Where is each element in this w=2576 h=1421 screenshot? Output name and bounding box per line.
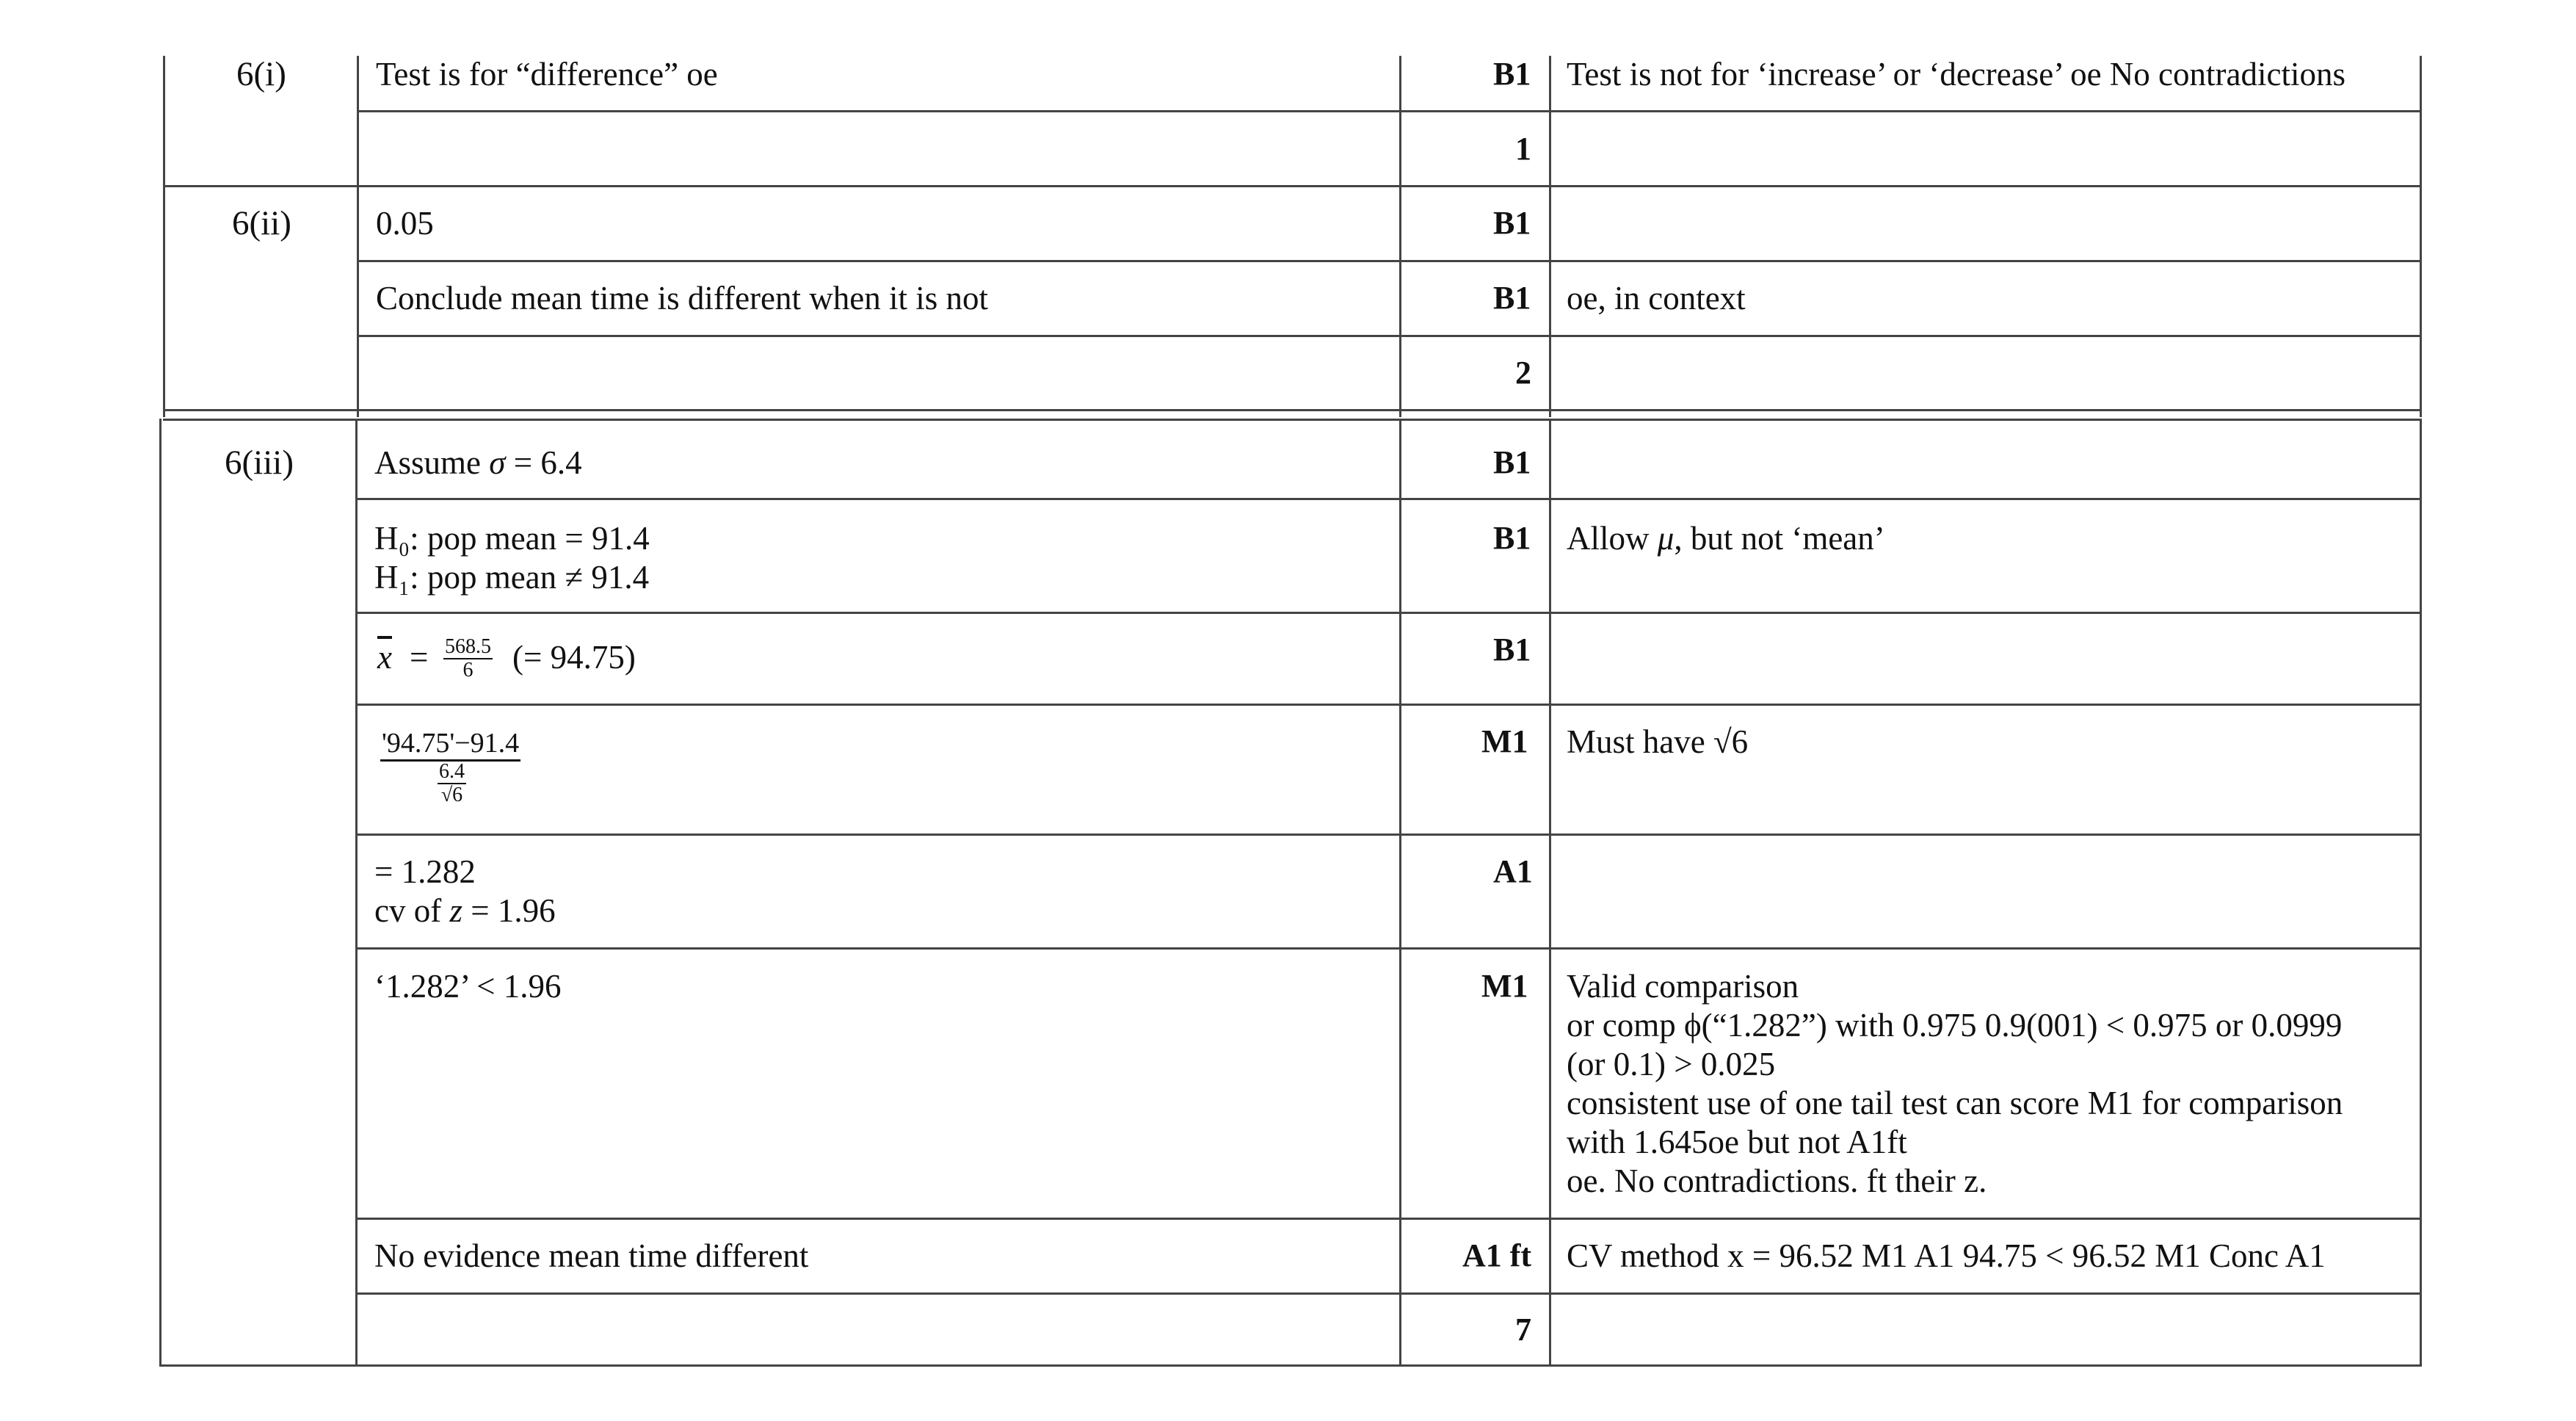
guidance-line: (or 0.1) > 0.025	[1567, 1046, 1776, 1082]
mark-code: M1	[1481, 723, 1528, 759]
question-label: 6(i)	[236, 55, 286, 93]
mark-code: A1 ft	[1462, 1237, 1532, 1273]
guidance-line: or comp ϕ(“1.282”) with 0.975 0.9(001) < 0.975 or 0.0999	[1567, 1007, 2343, 1044]
guidance-line: consistent use of one tail test can score M1 for comparison	[1567, 1085, 2343, 1121]
answer-text: Conclude mean time is different when it is not	[376, 280, 988, 317]
sample-mean-fraction: $\frac{568.5}{6}$	[445, 635, 491, 681]
mark-code: B1	[1493, 56, 1531, 92]
total-marks: 7	[1515, 1312, 1531, 1348]
question-label: 6(iii)	[225, 444, 294, 482]
z-value: = 1.282	[374, 853, 476, 890]
guidance-text: Allow μ, but not ‘mean’	[1567, 520, 1885, 557]
guidance-text: CV method x = 96.52 M1 A1 94.75 < 96.52 M1 Conc A1	[1567, 1237, 2326, 1274]
answer-text: 0.05	[376, 205, 434, 242]
sample-mean-value: (= 94.75)	[512, 639, 636, 676]
alternative-hypothesis: H₁: pop mean ≠ 91.4	[374, 559, 650, 596]
question-label: 6(ii)	[232, 204, 291, 242]
mark-code: B1	[1493, 205, 1531, 241]
mark-code: B1	[1493, 632, 1531, 668]
test-statistic-numerator: '94.75'−91.4	[380, 727, 520, 762]
guidance-text: oe, in context	[1567, 280, 1746, 317]
guidance-line: Valid comparison	[1567, 968, 1799, 1005]
answer-assume-sigma: Assume σ = 6.4	[374, 444, 582, 481]
mark-code: A1	[1493, 853, 1533, 889]
critical-value: cv of z = 1.96	[374, 892, 556, 929]
guidance-text: Must have √6	[1567, 723, 1749, 760]
sample-mean-equals: =	[410, 639, 429, 676]
answer-text: ‘1.282’ < 1.96	[374, 968, 562, 1005]
test-statistic-denominator: $\frac{6.4}{√6}$	[439, 760, 465, 806]
mark-code: B1	[1493, 520, 1531, 556]
answer-text: No evidence mean time different	[374, 1237, 809, 1274]
guidance-line: oe. No contradictions. ft their z.	[1567, 1163, 1987, 1199]
sample-mean-symbol: $\overline{x}$	[377, 639, 392, 676]
guidance-text: Test is not for ‘increase’ or ‘decrease’ oe No contradictions	[1567, 56, 2345, 93]
answer-text: Test is for “difference” oe	[376, 56, 718, 93]
total-marks: 1	[1515, 131, 1531, 167]
mark-code: B1	[1493, 280, 1531, 316]
guidance-line: with 1.645oe but not A1ft	[1567, 1124, 1907, 1160]
mark-code: B1	[1493, 444, 1531, 480]
total-marks: 2	[1515, 355, 1531, 391]
null-hypothesis: H₀: pop mean = 91.4	[374, 520, 650, 557]
mark-code: M1	[1481, 968, 1528, 1004]
